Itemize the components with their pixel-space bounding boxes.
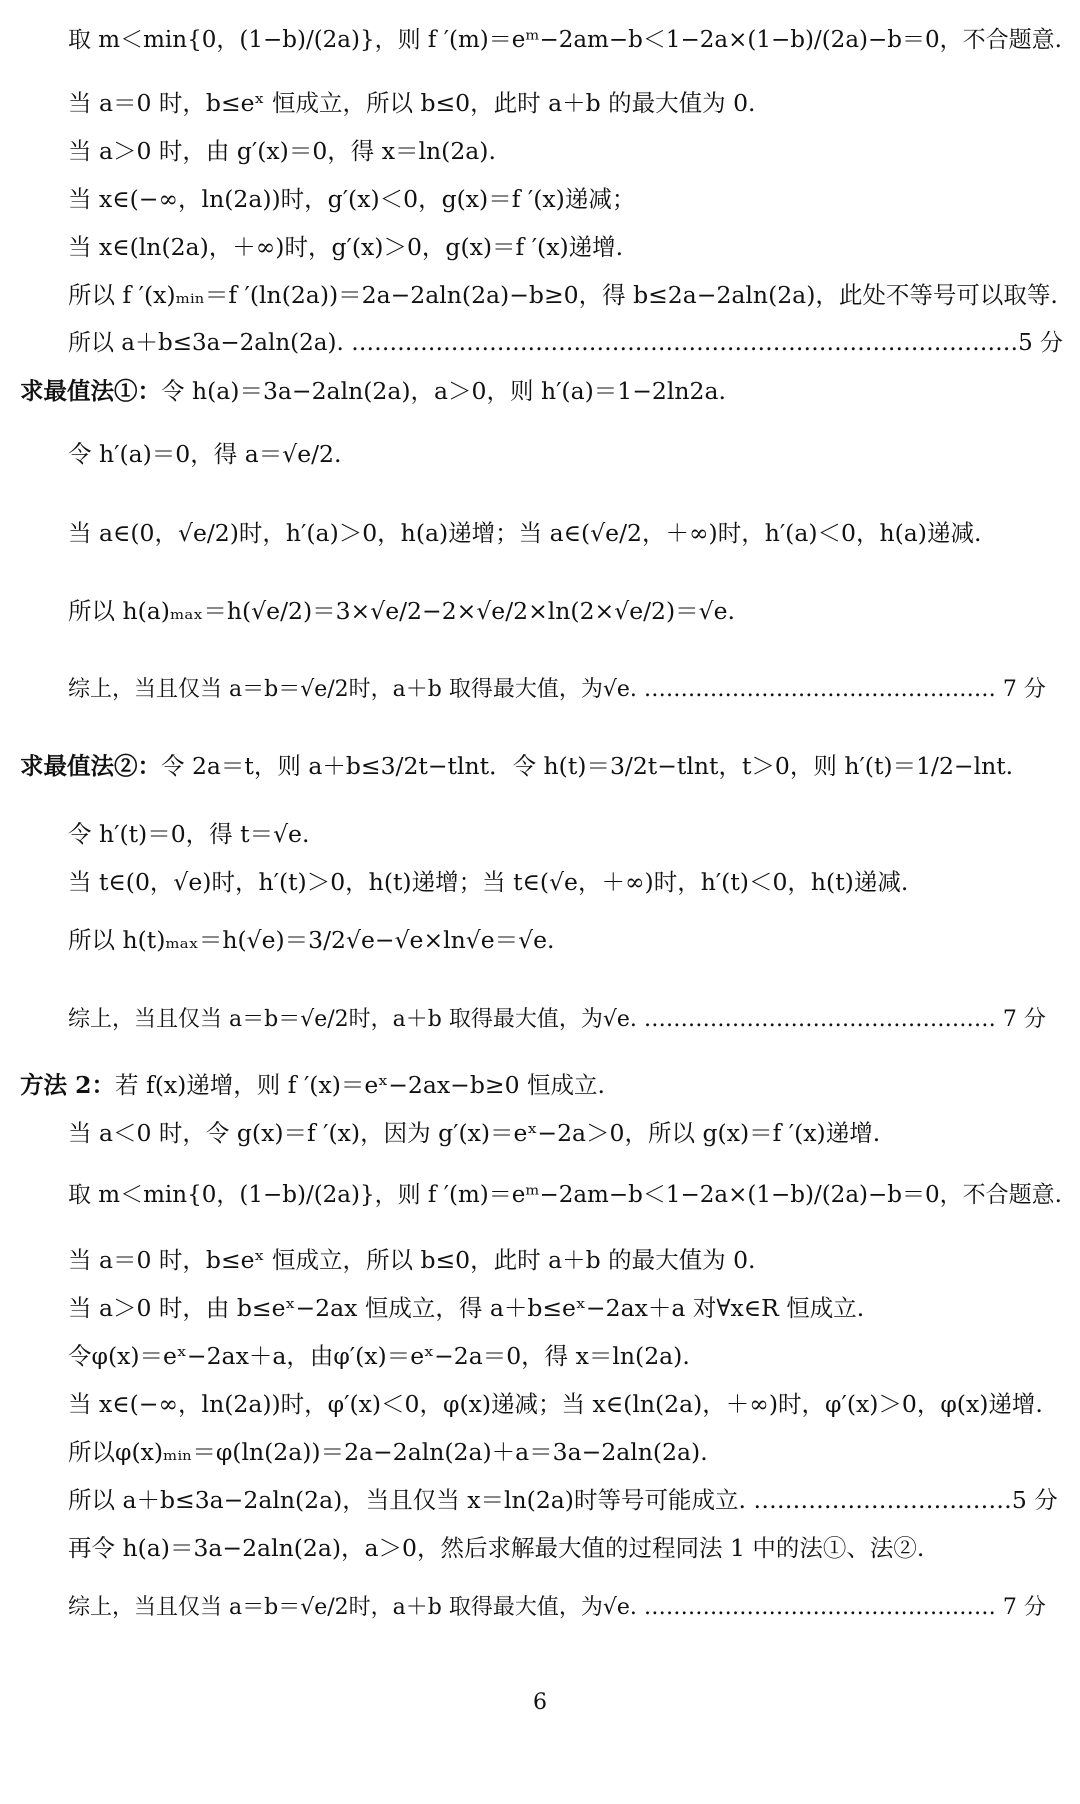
section-heading-approach-2: 方法 2：若 f(x)递增，则 f ′(x)＝eˣ−2ax−b≥0 恒成立.: [20, 1071, 605, 1099]
text-line: 当 x∈(ln(2a)，＋∞)时，g′(x)＞0，g(x)＝f ′(x)递增.: [68, 233, 624, 261]
text-line: 所以 h(a)ₘₐₓ＝h(√e/2)＝3×√e/2−2×√e/2×ln(2×√e/2)＝√e.: [68, 597, 736, 625]
section-heading-method-2: 求最值法②：令 2a＝t，则 a＋b≤3/2t−tlnt．令 h(t)＝3/2t−tlnt，t＞0，则 h′(t)＝1/2−lnt.: [20, 752, 1014, 780]
text-line: 令φ(x)＝eˣ−2ax＋a，由φ′(x)＝eˣ−2a＝0，得 x＝ln(2a).: [68, 1342, 690, 1370]
text-line: 综上，当且仅当 a＝b＝√e/2时，a＋b 取得最大值，为√e. ………………………………………… 7 分: [68, 677, 1046, 702]
text-line: 当 a＞0 时，由 g′(x)＝0，得 x＝ln(2a).: [68, 137, 496, 165]
text-line: 当 x∈(−∞，ln(2a))时，g′(x)＜0，g(x)＝f ′(x)递减；: [68, 185, 636, 213]
text-line: 再令 h(a)＝3a−2aln(2a)，a＞0，然后求解最大值的过程同法 1 中的法①、法②.: [68, 1534, 925, 1562]
text-line: 当 x∈(−∞，ln(2a))时，φ′(x)＜0，φ(x)递减；当 x∈(ln(2a)，＋∞)时，φ′(x)＞0，φ(x)递增.: [68, 1390, 1043, 1418]
text-line: 所以 a＋b≤3a−2aln(2a). ……………………………………………………………………………5 分: [68, 330, 1064, 356]
text-line: 当 a∈(0，√e/2)时，h′(a)＞0，h(a)递增；当 a∈(√e/2，＋∞)时，h′(a)＜0，h(a)递减.: [68, 519, 982, 547]
text-line: 当 a＝0 时，b≤eˣ 恒成立，所以 b≤0，此时 a＋b 的最大值为 0.: [68, 1246, 756, 1274]
text-line: 当 a＜0 时，令 g(x)＝f ′(x)，因为 g′(x)＝eˣ−2a＞0，所以 g(x)＝f ′(x)递增.: [68, 1119, 881, 1147]
text-line: 综上，当且仅当 a＝b＝√e/2时，a＋b 取得最大值，为√e. ………………………………………… 7 分: [68, 1595, 1046, 1620]
text-line: 取 m＜min{0，(1−b)/(2a)}，则 f ′(m)＝eᵐ−2am−b＜1−2a×(1−b)/(2a)−b＝0，不合题意.: [68, 1182, 1062, 1208]
heading-prefix: 求最值法②：: [20, 752, 161, 780]
text-line: 当 t∈(0，√e)时，h′(t)＞0，h(t)递增；当 t∈(√e，＋∞)时，h′(t)＜0，h(t)递减.: [68, 868, 909, 896]
text-line: 所以φ(x)ₘᵢₙ＝φ(ln(2a))＝2a−2aln(2a)＋a＝3a−2aln(2a).: [68, 1438, 708, 1466]
text-line: 当 a＞0 时，由 b≤eˣ−2ax 恒成立，得 a＋b≤eˣ−2ax＋a 对∀x∈R 恒成立.: [68, 1294, 865, 1322]
section-heading-method-1: 求最值法①：令 h(a)＝3a−2aln(2a)，a＞0，则 h′(a)＝1−2ln2a.: [20, 377, 726, 405]
text-line: 所以 a＋b≤3a−2aln(2a)，当且仅当 x＝ln(2a)时等号可能成立. ……………………………5 分: [68, 1486, 1058, 1514]
text-line: 当 a＝0 时，b≤eˣ 恒成立，所以 b≤0，此时 a＋b 的最大值为 0.: [68, 89, 756, 117]
text-line: 令 h′(t)＝0，得 t＝√e.: [68, 820, 310, 848]
text-line: 取 m＜min{0，(1−b)/(2a)}，则 f ′(m)＝eᵐ−2am−b＜1−2a×(1−b)/(2a)−b＝0，不合题意.: [68, 27, 1062, 53]
text-line: 综上，当且仅当 a＝b＝√e/2时，a＋b 取得最大值，为√e. ………………………………………… 7 分: [68, 1007, 1046, 1032]
text-line: 令 h′(a)＝0，得 a＝√e/2.: [68, 440, 342, 468]
page-number: 6: [533, 1690, 547, 1715]
text-line: 所以 h(t)ₘₐₓ＝h(√e)＝3/2√e−√e×ln√e＝√e.: [68, 926, 555, 954]
heading-prefix: 求最值法①：: [20, 377, 161, 405]
heading-prefix: 方法 2：: [20, 1071, 116, 1099]
text-line: 所以 f ′(x)ₘᵢₙ＝f ′(ln(2a))＝2a−2aln(2a)−b≥0，得 b≤2a−2aln(2a)，此处不等号可以取等.: [68, 281, 1058, 309]
